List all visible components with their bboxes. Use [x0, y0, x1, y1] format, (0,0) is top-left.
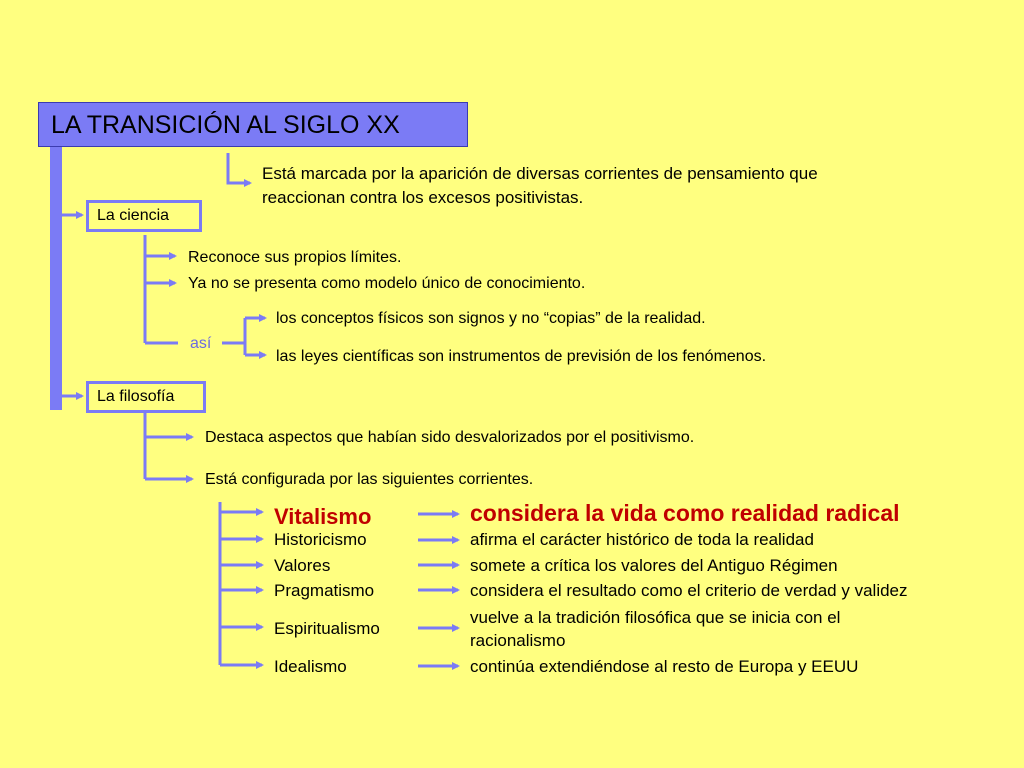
page-title: LA TRANSICIÓN AL SIGLO XX — [38, 102, 468, 147]
corriente-desc-valores: somete a crítica los valores del Antiguo Régimen — [470, 556, 838, 575]
corriente-name-idealismo: Idealismo — [274, 657, 347, 676]
intro-connector — [228, 153, 250, 183]
corriente-desc-espiritualismo: vuelve a la tradición filosófica que se inicia con el racionalismo — [470, 608, 841, 650]
asi-item-1: los conceptos físicos son signos y no “copias” de la realidad. — [276, 310, 706, 327]
corriente-desc-vitalismo: considera la vida como realidad radical — [470, 500, 900, 526]
filosofia-item-1: Destaca aspectos que habían sido desvalorizados por el positivismo. — [205, 429, 695, 446]
ciencia-item-1: Reconoce sus propios límites. — [188, 249, 402, 266]
corriente-name-vitalismo: Vitalismo — [274, 504, 372, 529]
corriente-desc-historicismo: afirma el carácter histórico de toda la realidad — [470, 530, 814, 549]
filosofia-item-2: Está configurada por las siguientes corrientes. — [205, 471, 534, 488]
corriente-desc-pragmatismo: considera el resultado como el criterio de verdad y validez — [470, 581, 908, 600]
filosofia-box: La filosofía — [86, 381, 206, 413]
intro-line-1: Está marcada por la aparición de diversas corrientes de pensamiento que — [262, 164, 818, 183]
corriente-name-pragmatismo: Pragmatismo — [274, 581, 375, 600]
asi-label: así — [190, 335, 212, 352]
intro-line-2: reaccionan contra los excesos positivistas. — [262, 188, 584, 207]
ciencia-box: La ciencia — [86, 200, 202, 232]
ciencia-item-2: Ya no se presenta como modelo único de conocimiento. — [188, 275, 586, 292]
corriente-name-valores: Valores — [274, 556, 331, 575]
corriente-name-historicismo: Historicismo — [274, 530, 367, 549]
corriente-name-espiritualismo: Espiritualismo — [274, 619, 380, 638]
corriente-desc-idealismo: continúa extendiéndose al resto de Europa y EEUU — [470, 657, 859, 676]
asi-item-2: las leyes científicas son instrumentos de previsión de los fenómenos. — [276, 348, 767, 365]
